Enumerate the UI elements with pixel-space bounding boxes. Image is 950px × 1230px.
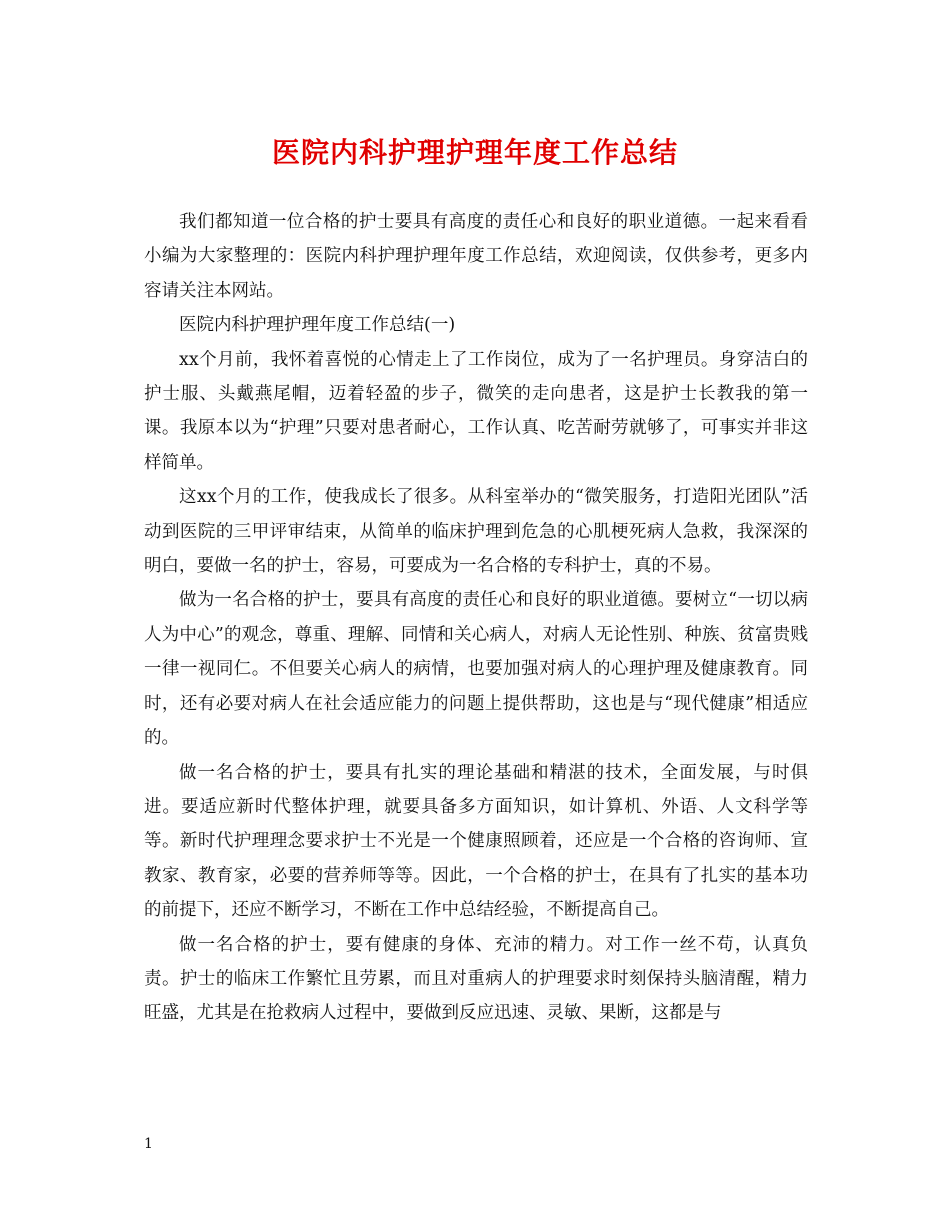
paragraph: 做一名合格的护士，要具有扎实的理论基础和精湛的技术，全面发展，与时俱进。要适应新时代整体护理，就要具备多方面知识，如计算机、外语、人文科学等等。新时代护理理念要求护士不光是一个健康照顾着，还应是一个合格的咨询师、宣教家、教育家，必要的营养师等等。因此，一个合格的护士，在具有了扎实的基本功的前提下，还应不断学习，不断在工作中总结经验，不断提高自己。: [144, 762, 808, 921]
paragraph: 这xx个月的工作，使我成长了很多。从科室举办的“微笑服务，打造阳光团队”活动到医院的三甲评审结束，从简单的临床护理到危急的心肌梗死病人急救，我深深的明白，要做一名的护士，容易，可要成为一名合格的专科护士，真的不易。: [144, 487, 808, 577]
paragraph: 做一名合格的护士，要有健康的身体、充沛的精力。对工作一丝不苟，认真负责。护士的临床工作繁忙且劳累，而且对重病人的护理要求时刻保持头脑清醒，精力旺盛，尤其是在抢救病人过程中，要做到反应迅速、灵敏、果断，这都是与: [144, 934, 808, 1024]
section-heading: 医院内科护理护理年度工作总结(一): [179, 315, 456, 336]
page-number: 1: [144, 1136, 153, 1152]
document-title: 医院内科护理护理年度工作总结: [271, 136, 678, 169]
paragraph: xx个月前，我怀着喜悦的心情走上了工作岗位，成为了一名护理员。身穿洁白的护士服、头戴燕尾帽，迈着轻盈的步子，微笑的走向患者，这是护士长教我的第一课。我原本以为“护理”只要对患者耐心，工作认真、吃苦耐劳就够了，可事实并非这样简单。: [144, 349, 808, 473]
paragraph-intro: 我们都知道一位合格的护士要具有高度的责任心和良好的职业道德。一起来看看小编为大家整理的：医院内科护理护理年度工作总结，欢迎阅读，仅供参考，更多内容请关注本网站。: [144, 212, 808, 301]
document-body: [144, 205, 808, 1031]
paragraph: 做为一名合格的护士，要具有高度的责任心和良好的职业道德。要树立“一切以病人为中心”的观念，尊重、理解、同情和关心病人，对病人无论性别、种族、贫富贵贱一律一视同仁。不但要关心病人的病情，也要加强对病人的心理护理及健康教育。同时，还有必要对病人在社会适应能力的问题上提供帮助，这也是与“现代健康”相适应的。: [144, 590, 808, 749]
